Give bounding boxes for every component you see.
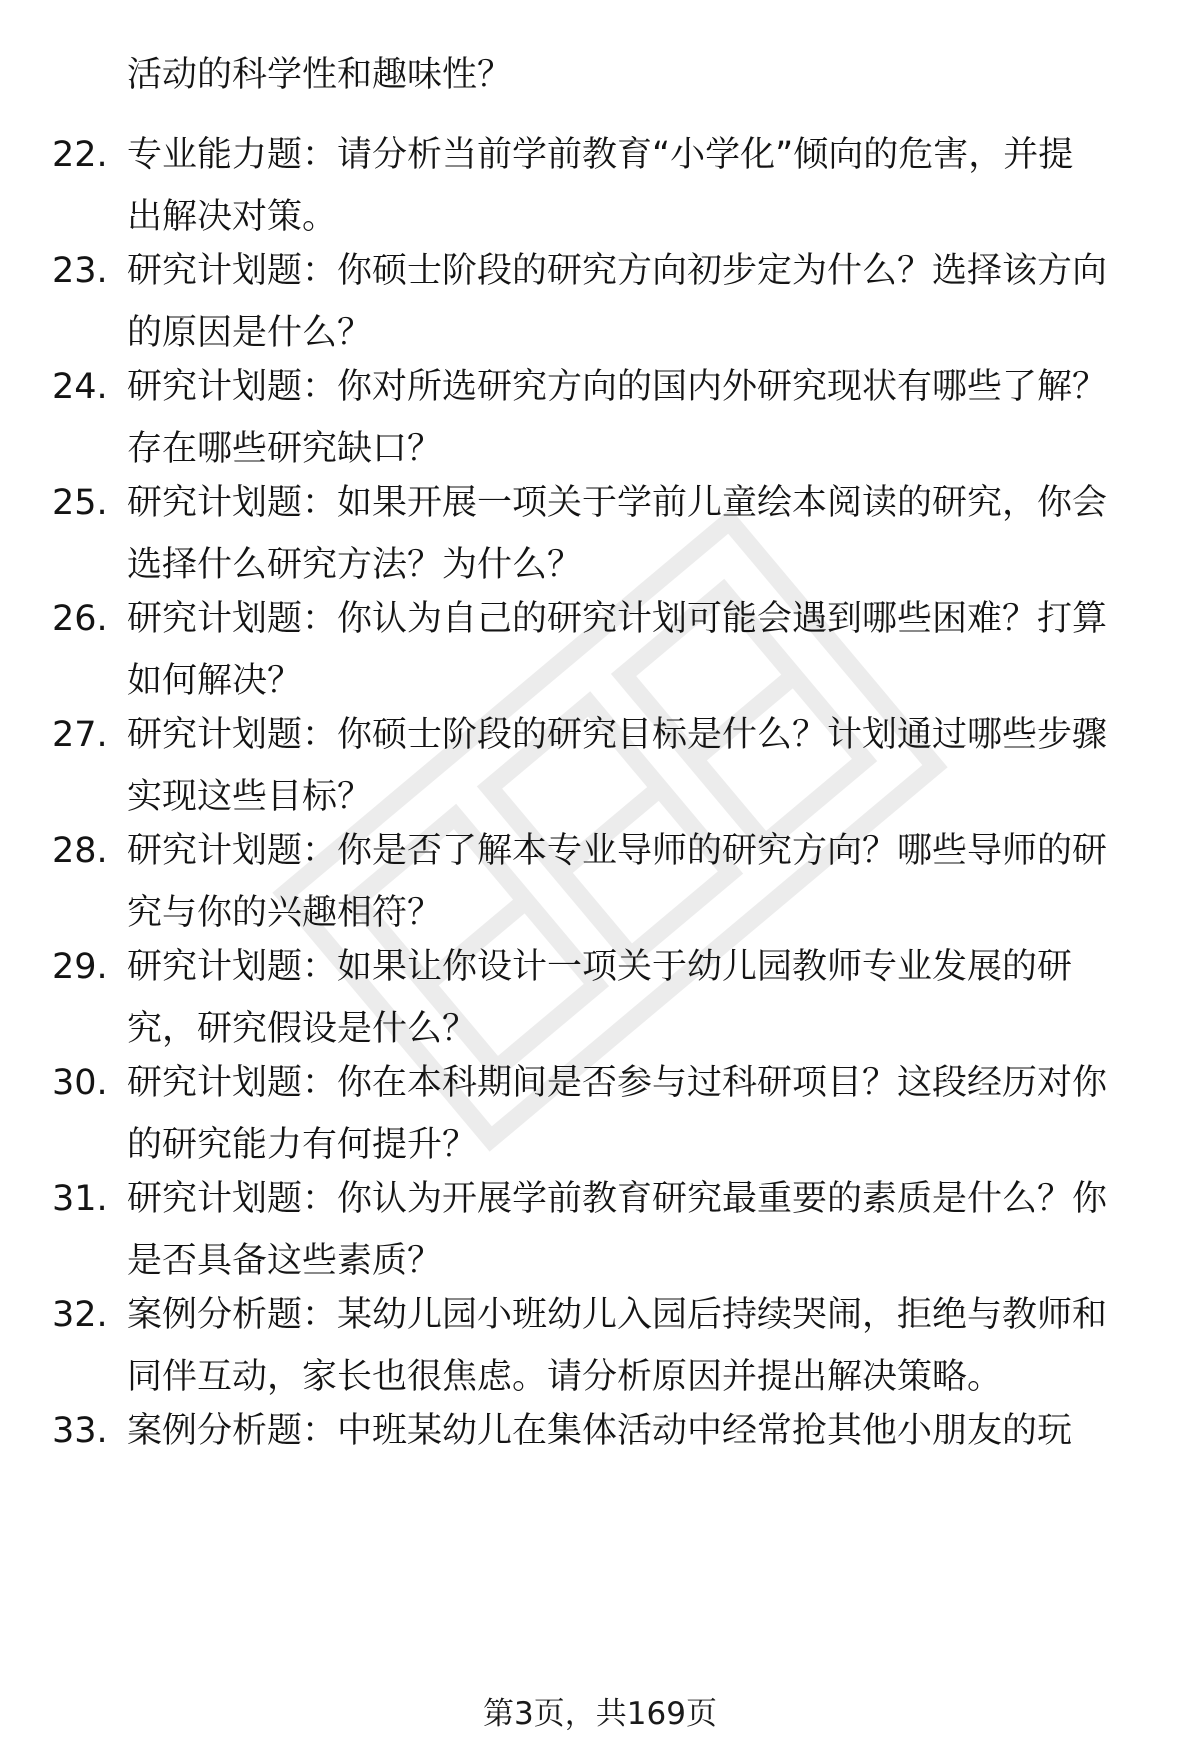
question-text (127, 240, 1137, 364)
question-text (127, 820, 1137, 944)
question-number: 25. (52, 483, 108, 523)
question-line: 研究计划题：你认为自己的研究计划可能会遇到哪些困难？打算 (127, 599, 1108, 639)
question-line: 研究计划题：如果开展一项关于学前儿童绘本阅读的研究，你会 (127, 483, 1108, 523)
question-number: 24. (52, 367, 108, 407)
question-line: 研究计划题：你硕士阶段的研究方向初步定为什么？选择该方向 (127, 251, 1108, 291)
question-text (127, 1052, 1137, 1176)
question-text (127, 1400, 1137, 1462)
question-number: 33. (52, 1411, 108, 1451)
question-text (127, 936, 1137, 1060)
question-line: 的原因是什么？ (127, 313, 373, 353)
question-text (127, 1284, 1137, 1408)
question-line: 研究计划题：你是否了解本专业导师的研究方向？哪些导师的研 (127, 831, 1108, 871)
question-text (127, 704, 1137, 828)
question-text (127, 472, 1137, 596)
question-text (127, 588, 1137, 712)
question-line: 专业能力题：请分析当前学前教育“小学化”倾向的危害，并提 (127, 135, 1074, 175)
question-text (127, 356, 1137, 480)
question-line: 研究计划题：你在本科期间是否参与过科研项目？这段经历对你 (127, 1063, 1108, 1103)
question-line: 究与你的兴趣相符？ (127, 893, 443, 933)
question-line: 选择什么研究方法？为什么？ (127, 545, 583, 585)
question-number: 30. (52, 1063, 108, 1103)
question-number: 28. (52, 831, 108, 871)
question-line: 研究计划题：你对所选研究方向的国内外研究现状有哪些了解？ (127, 367, 1108, 407)
question-text (127, 1168, 1137, 1292)
question-number: 22. (52, 135, 108, 175)
question-line: 案例分析题：中班某幼儿在集体活动中经常抢其他小朋友的玩 (127, 1411, 1073, 1451)
question-number: 32. (52, 1295, 108, 1335)
question-line: 案例分析题：某幼儿园小班幼儿入园后持续哭闹，拒绝与教师和 (127, 1295, 1108, 1335)
question-text (127, 124, 1137, 248)
question-line: 如何解决？ (127, 661, 303, 701)
question-number: 23. (52, 251, 108, 291)
question-line: 研究计划题：你认为开展学前教育研究最重要的素质是什么？你 (127, 1179, 1108, 1219)
question-line: 是否具备这些素质？ (127, 1241, 443, 1281)
page-footer: 第3页，共169页 (483, 1696, 717, 1732)
question-line: 存在哪些研究缺口？ (127, 429, 443, 469)
question-number: 27. (52, 715, 108, 755)
question-line: 实现这些目标？ (127, 777, 373, 817)
question-line: 同伴互动，家长也很焦虑。请分析原因并提出解决策略。 (127, 1357, 1003, 1397)
question-line: 研究计划题：你硕士阶段的研究目标是什么？计划通过哪些步骤 (127, 715, 1108, 755)
question-number: 26. (52, 599, 108, 639)
question-line: 研究计划题：如果让你设计一项关于幼儿园教师专业发展的研 (127, 947, 1073, 987)
question-line: 出解决对策。 (127, 197, 338, 237)
question-number: 31. (52, 1179, 108, 1219)
question-line: 的研究能力有何提升？ (127, 1125, 478, 1165)
question-line: 究，研究假设是什么？ (127, 1009, 478, 1049)
continuation-text: 活动的科学性和趣味性？ (127, 55, 513, 95)
question-number: 29. (52, 947, 108, 987)
